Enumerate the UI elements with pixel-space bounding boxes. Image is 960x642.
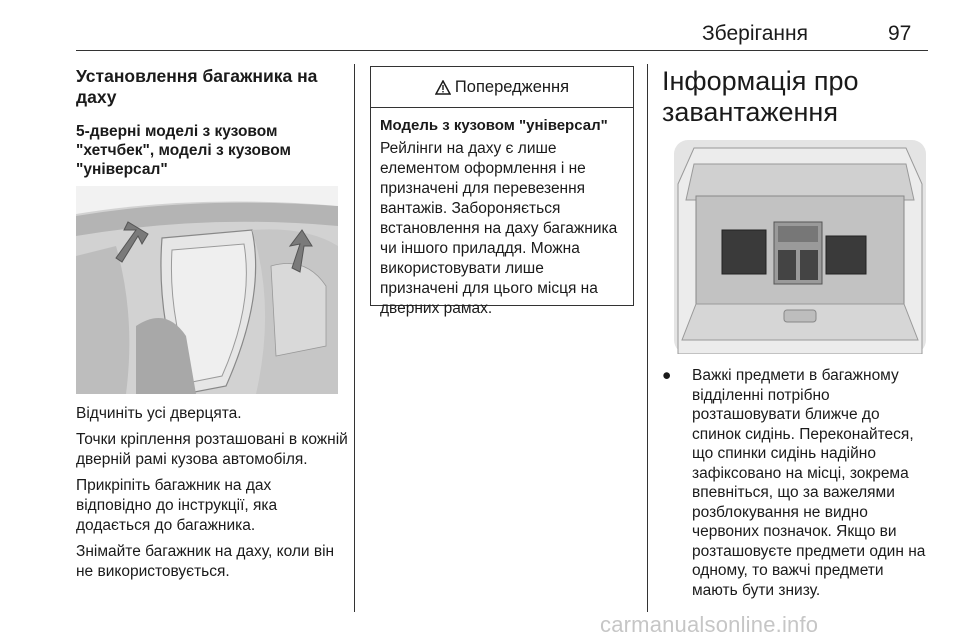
paragraph: Знімайте багажник на даху, коли він не використовується.: [76, 543, 335, 580]
running-header-title: Зберігання: [702, 22, 808, 45]
header-divider: [76, 50, 928, 51]
left-column: [76, 66, 346, 179]
column-divider-1: [354, 64, 355, 612]
page-number: 97: [888, 22, 912, 45]
watermark: carmanualsonline.info: [600, 612, 819, 637]
warning-header: [371, 67, 633, 108]
roof-rack-mounting-illustration: [76, 186, 338, 394]
paragraph: Точки кріплення розташовані в кожній дверній рамі кузова автомобіля.: [76, 431, 348, 468]
warning-subtitle: Модель з кузовом "універсал": [380, 117, 608, 134]
section-heading-loading-info: Інформація про завантаження: [662, 66, 859, 127]
paragraph: Відчиніть усі дверцята.: [76, 405, 242, 422]
warning-title: Попередження: [454, 77, 570, 96]
bullet-marker: ●: [662, 367, 672, 384]
roof-rack-instructions: [76, 404, 350, 588]
warning-triangle-icon: [435, 80, 451, 95]
trunk-loading-illustration: [674, 140, 926, 354]
column-divider-2: [647, 64, 648, 612]
list-item: [662, 366, 932, 600]
section-subheading-models: 5-дверні моделі з кузовом "хетчбек", моделі з кузовом "універсал": [76, 123, 291, 178]
warning-box: [370, 66, 634, 317]
section-heading-roof-rack: Установлення багажника на даху: [76, 66, 318, 107]
paragraph: Прикріпіть багажник на дах відповідно до інструкції, яка додається до багажника.: [76, 477, 278, 534]
warning-body: Рейлінги на даху є лише елементом оформлення і не призначені для перевезення вантажів. Забороняється встановлення на даху багажника чи іншого приладдя. Можна використовувати лише призначені для цього місця на дверних рамах.: [380, 140, 618, 317]
loading-instruction: Важкі предмети в багажному відділенні потрібно розташовувати ближче до спинок сидінь. Переконайтеся, що спинки сидінь надійно зафіксовано на місці, зокрема впевніться, що за важелями розблокування не видно червоних позначок. Якщо ви розташовуєте предмети один на одному, то важчі предмети мають бути знизу.: [692, 367, 926, 599]
